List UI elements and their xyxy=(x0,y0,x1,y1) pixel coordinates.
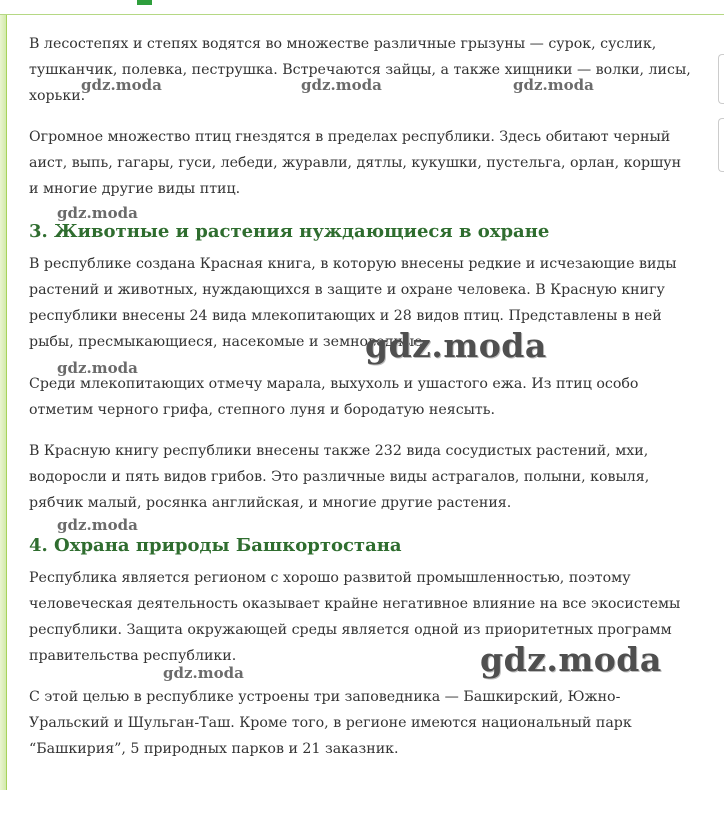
watermark: gdz.moda xyxy=(57,204,138,222)
watermark: gdz.moda xyxy=(480,640,662,679)
side-panel-edge[interactable] xyxy=(718,54,724,104)
paragraph: С этой целью в республике устроены три заповедника — Башкирский, Южно-Уральский и Шульган-Таш. Кроме того, в регионе имеются национальный парк “Башкирия”, 5 природных парков и 21 заказник. xyxy=(29,689,632,757)
section-heading: 4. Охрана природы Башкортостана xyxy=(29,535,402,556)
watermark: gdz.moda xyxy=(81,76,162,94)
page-left-border xyxy=(0,0,7,790)
paragraph: Республика является регионом с хорошо развитой промышленностью, поэтому человеческая деятельность оказывает крайне негативное влияние на все экосистемы республики. Защита окружающей среды является одной из приоритетных программ правительства республики. xyxy=(29,570,681,664)
top-green-marker xyxy=(137,0,152,5)
paragraph: Среди млекопитающих отмечу марала, выхухоль и ушастого ежа. Из птиц особо отметим черного грифа, степного луня и бородатую неясыть. xyxy=(29,376,639,418)
section-heading: 3. Животные и растения нуждающиеся в охране xyxy=(29,221,550,242)
watermark: gdz.moda xyxy=(513,76,594,94)
watermark: gdz.moda xyxy=(301,76,382,94)
paragraph: Огромное множество птиц гнездятся в пределах республики. Здесь обитают черный аист, выпь, гагары, гуси, лебеди, журавли, дятлы, кукушки, пустельга, орлан, коршун и многие другие виды птиц. xyxy=(29,129,682,197)
cropped-top-line xyxy=(0,0,724,15)
watermark: gdz.moda xyxy=(365,326,547,365)
watermark: gdz.moda xyxy=(57,516,138,534)
paragraph: В лесостепях и степях водятся во множестве различные грызуны — сурок, суслик, тушканчик, полевка, пеструшка. Встречаются зайцы, а также хищники — волки, лисы, хорьки. xyxy=(29,36,691,104)
paragraph: В республике создана Красная книга, в которую внесены редкие и исчезающие виды растений и животных, нуждающихся в защите и охране человека. В Красную книгу республики внесены 24 вида млекопитающих и 28 видов птиц. Представлены в ней рыбы, пресмыкающиеся, насекомые и земноводные. xyxy=(29,256,677,350)
watermark: gdz.moda xyxy=(163,664,244,682)
paragraph: В Красную книгу республики внесены также 232 вида сосудистых растений, мхи, водоросли и пять видов грибов. Это различные виды астрагалов, полыни, ковыля, рябчик малый, росянка английская, и многие другие растения. xyxy=(29,443,650,511)
cropped-section-heading xyxy=(29,776,459,790)
side-panel-edge[interactable] xyxy=(718,118,724,172)
watermark: gdz.moda xyxy=(57,359,138,377)
